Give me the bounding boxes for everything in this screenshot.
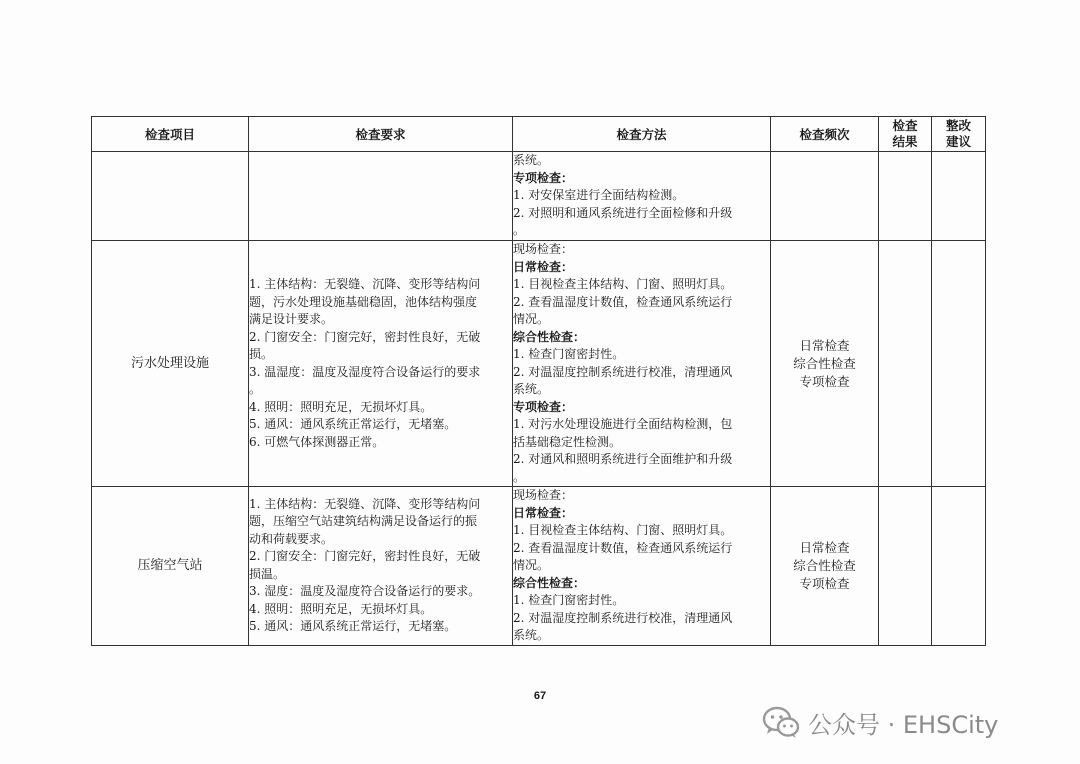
cell-line: 1. 目视检查主体结构、门窗、照明灯具。: [513, 277, 733, 291]
header-result-line-1: 检查: [892, 118, 918, 133]
cell-line: 1. 检查门窗密封性。: [513, 593, 625, 607]
cell-line: 综合性检查: [793, 355, 856, 371]
cell-line: 日常检查: [799, 337, 850, 353]
cell-line: 1. 检查门窗密封性。: [513, 347, 625, 361]
cell-frequency: [771, 487, 879, 646]
cell-line: 4. 照明：照明充足，无损坏灯具。: [249, 399, 433, 414]
cell-line: 2. 门窗安全：门窗完好，密封性良好，无破: [249, 549, 481, 564]
header-method: 检查方法: [513, 117, 771, 152]
cell-frequency: [771, 152, 879, 241]
cell-line: 2. 查看温湿度计数值，检查通风系统运行: [513, 540, 733, 555]
cell-line: 2. 对通风和照明系统进行全面维护和升级: [513, 452, 733, 466]
cell-line: 。: [513, 223, 526, 237]
table-header-row: [92, 117, 986, 152]
cell-line: 1. 对污水处理设施进行全面结构检测，包: [513, 417, 733, 431]
cell-line: 4. 照明：照明充足，无损坏灯具。: [249, 601, 433, 616]
table-row: [92, 241, 986, 487]
cell-line: 情况。: [513, 312, 550, 326]
cell-result: [879, 241, 932, 487]
inspection-table: [91, 116, 986, 646]
cell-requirement: [249, 241, 513, 487]
cell-line: 2. 门窗安全：门窗完好，密封性良好，无破: [249, 329, 481, 344]
cell-line: 5. 通风：通风系统正常运行，无堵塞。: [249, 417, 457, 431]
cell-line: 3. 温湿度：温度及湿度符合设备运行的要求: [249, 364, 481, 379]
cell-line: 。: [249, 382, 262, 396]
header-suggestion: [932, 117, 986, 152]
cell-line: 综合性检查：: [513, 329, 586, 344]
cell-line: 现场检查：: [513, 242, 574, 256]
cell-line: 现场检查：: [513, 488, 574, 502]
header-suggestion-line-2: 建议: [945, 134, 971, 149]
cell-item: [92, 152, 249, 241]
header-item: 检查项目: [92, 117, 249, 152]
cell-line: 2. 对温湿度控制系统进行校准，清理通风: [513, 364, 733, 379]
cell-line: 综合性检查：: [513, 575, 586, 590]
cell-requirement: [249, 487, 513, 646]
cell-line: 1. 对安保室进行全面结构检测。: [513, 188, 685, 202]
cell-method: [513, 487, 771, 646]
cell-line: 1. 目视检查主体结构、门窗、照明灯具。: [513, 523, 733, 537]
cell-line: 括基础稳定性检测。: [513, 434, 622, 449]
cell-item: 压缩空气站: [92, 487, 249, 646]
cell-frequency: [771, 241, 879, 487]
cell-line: 1. 主体结构：无裂缝、沉降、变形等结构问: [249, 277, 481, 291]
watermark-text: 公众号 · EHSCity: [808, 710, 999, 739]
cell-line: 5. 通风：通风系统正常运行，无堵塞。: [249, 619, 457, 634]
cell-result: [879, 487, 932, 646]
cell-line: 题，污水处理设施基础稳固，池体结构强度: [249, 294, 478, 309]
table-row: [92, 487, 986, 646]
cell-line: 情况。: [513, 558, 550, 572]
cell-line: 损。: [249, 347, 274, 361]
cell-line: 3. 湿度：温度及湿度符合设备运行的要求。: [249, 584, 481, 599]
cell-line: 2. 对温湿度控制系统进行校准，清理通风: [513, 610, 733, 625]
wechat-icon: [762, 704, 800, 740]
cell-line: 专项检查: [799, 373, 850, 389]
cell-line: 动和荷载要求。: [249, 531, 334, 546]
cell-line: 专项检查：: [513, 399, 574, 414]
cell-line: 专项检查: [799, 575, 850, 591]
cell-line: 2. 查看温湿度计数值，检查通风系统运行: [513, 294, 733, 309]
cell-line: 综合性检查: [793, 557, 856, 573]
cell-method: [513, 241, 771, 487]
cell-line: 专项检查：: [513, 170, 574, 185]
header-requirement: 检查要求: [249, 117, 513, 152]
header-frequency: 检查频次: [771, 117, 879, 152]
cell-result: [879, 152, 932, 241]
cell-item: 污水处理设施: [92, 241, 249, 487]
watermark: [762, 702, 998, 742]
cell-line: 日常检查：: [513, 505, 574, 520]
header-result-line-2: 结果: [892, 134, 918, 149]
table-row: [92, 152, 986, 241]
cell-suggestion: [932, 152, 986, 241]
header-result: [879, 117, 932, 152]
header-suggestion-line-1: 整改: [945, 118, 971, 133]
cell-suggestion: [932, 241, 986, 487]
cell-line: 1. 主体结构：无裂缝、沉降、变形等结构问: [249, 496, 481, 511]
cell-line: 题，压缩空气站建筑结构满足设备运行的振: [249, 514, 478, 529]
cell-line: 2. 对照明和通风系统进行全面检修和升级: [513, 205, 733, 220]
cell-line: 。: [513, 469, 526, 484]
cell-line: 满足设计要求。: [249, 312, 334, 326]
cell-suggestion: [932, 487, 986, 646]
cell-line: 日常检查: [799, 539, 850, 555]
cell-line: 日常检查：: [513, 259, 574, 274]
cell-requirement: [249, 152, 513, 241]
cell-line: 6. 可燃气体探测器正常。: [249, 434, 385, 449]
page-number: 67: [533, 690, 547, 702]
cell-method: [513, 152, 771, 241]
cell-line: 损温。: [249, 566, 286, 581]
cell-line: 系统。: [513, 628, 550, 642]
cell-line: 系统。: [513, 153, 550, 167]
cell-line: 系统。: [513, 382, 550, 396]
